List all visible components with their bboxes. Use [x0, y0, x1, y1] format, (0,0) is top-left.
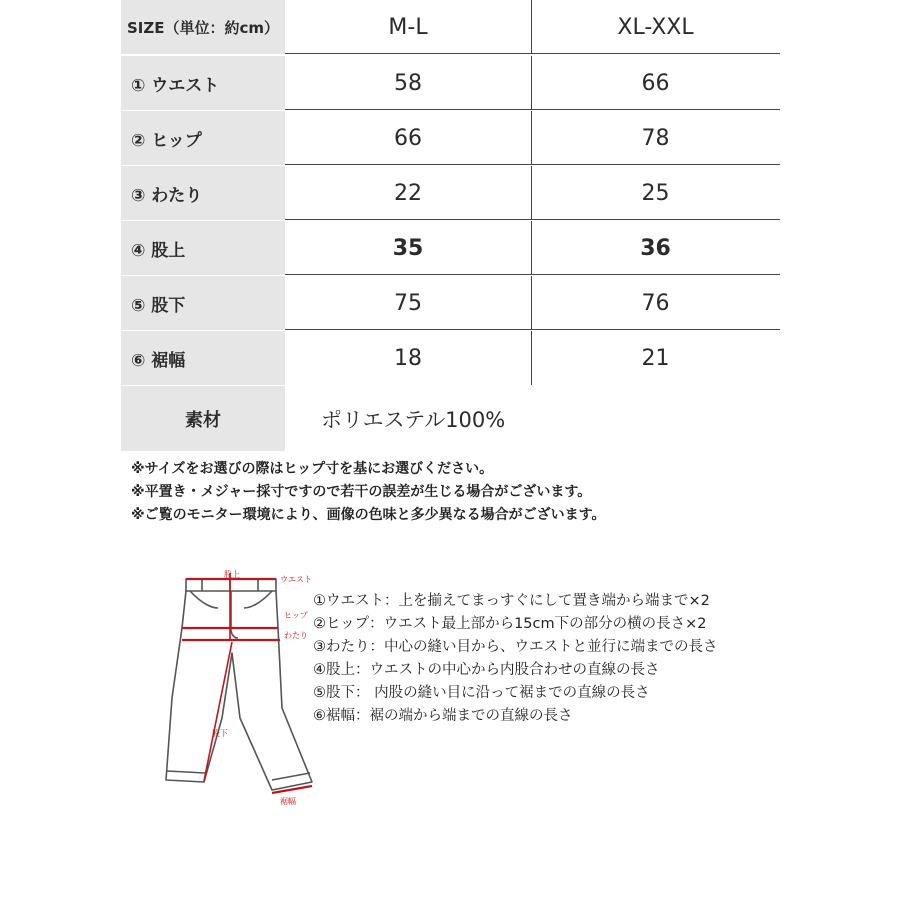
diagram-label-watari: わたり	[284, 631, 308, 640]
row-label-inseam: ⑤ 股下	[121, 276, 285, 330]
explanation-watari: ③わたり：中心の縫い目から、ウエストと並行に端までの長さ	[313, 639, 718, 655]
row-divider	[285, 109, 780, 110]
material-value: ポリエステル100%	[321, 407, 506, 432]
diagram-label-rise: 股上	[224, 570, 240, 579]
row-label-waist: ① ウエスト	[121, 56, 285, 110]
measurement-explanations	[313, 590, 718, 728]
material-label: 素材	[121, 386, 285, 451]
value-xl-xxl: 36	[640, 235, 671, 261]
row-divider	[285, 53, 780, 54]
diagram-label-hem-width: 裾幅	[280, 797, 296, 806]
row-label-watari: ③ わたり	[121, 166, 285, 220]
row-divider	[285, 329, 780, 330]
row-divider	[285, 164, 780, 165]
value-xl-xxl: 78	[641, 125, 670, 151]
column-divider	[531, 0, 532, 54]
table-row	[121, 166, 780, 220]
size-unit-header: SIZE（単位：約cm）	[121, 0, 285, 54]
table-row	[121, 331, 780, 385]
diagram-label-inseam: 股下	[212, 729, 228, 738]
value-m-l: 35	[392, 235, 424, 261]
column-divider	[531, 111, 532, 165]
inseam-measure-line	[204, 642, 232, 781]
table-row	[121, 56, 780, 110]
value-m-l: 75	[394, 290, 422, 316]
note-measurement-error: ※平置き・メジャー採寸ですので若干の誤差が生じる場合がございます。	[131, 484, 592, 500]
row-divider	[285, 219, 780, 220]
value-xl-xxl: 25	[641, 180, 670, 206]
column-divider	[531, 166, 532, 220]
column-divider	[531, 56, 532, 110]
note-size-selection: ※サイズをお選びの際はヒップ寸を基にお選びください。	[131, 461, 494, 477]
explanation-hem-width: ⑥裾幅：裾の端から端までの直線の長さ	[313, 708, 573, 724]
row-label-rise: ④ 股上	[121, 221, 285, 275]
size-table	[121, 0, 780, 451]
diagram-label-waist: ウエスト	[280, 575, 312, 584]
column-divider	[531, 221, 532, 275]
value-xl-xxl: 21	[641, 345, 670, 371]
row-label-hip: ② ヒップ	[121, 111, 285, 165]
column-divider	[531, 331, 532, 385]
explanation-inseam: ⑤股下： 内股の縫い目に沿って裾までの直線の長さ	[313, 685, 650, 701]
explanation-rise: ④股上：ウエストの中心から内股合わせの直線の長さ	[313, 662, 660, 678]
diagram-label-hip: ヒップ	[284, 611, 308, 620]
size-col-header-m-l: M-L	[388, 14, 428, 40]
row-divider	[285, 274, 780, 275]
value-xl-xxl: 66	[641, 70, 670, 96]
material-row	[121, 386, 780, 451]
note-monitor-color: ※ご覧のモニター環境により、画像の色味と多少異なる場合がございます。	[131, 507, 606, 523]
notes	[131, 458, 606, 527]
value-m-l: 22	[394, 180, 422, 206]
value-m-l: 66	[394, 125, 422, 151]
table-row	[121, 276, 780, 330]
explanation-hip: ②ヒップ：ウエスト最上部から15cm下の部分の横の長さ×2	[313, 616, 707, 632]
value-xl-xxl: 76	[641, 290, 670, 316]
size-table-header-row	[121, 0, 780, 54]
explanation-waist: ①ウエスト：上を揃えてまっすぐにして置き端から端まで×2	[313, 593, 710, 609]
table-row	[121, 221, 780, 275]
size-col-header-xl-xxl: XL-XXL	[617, 14, 694, 40]
row-label-hem-width: ⑥ 裾幅	[121, 331, 285, 385]
value-m-l: 58	[394, 70, 422, 96]
table-row	[121, 111, 780, 165]
value-m-l: 18	[394, 345, 422, 371]
column-divider	[531, 276, 532, 330]
